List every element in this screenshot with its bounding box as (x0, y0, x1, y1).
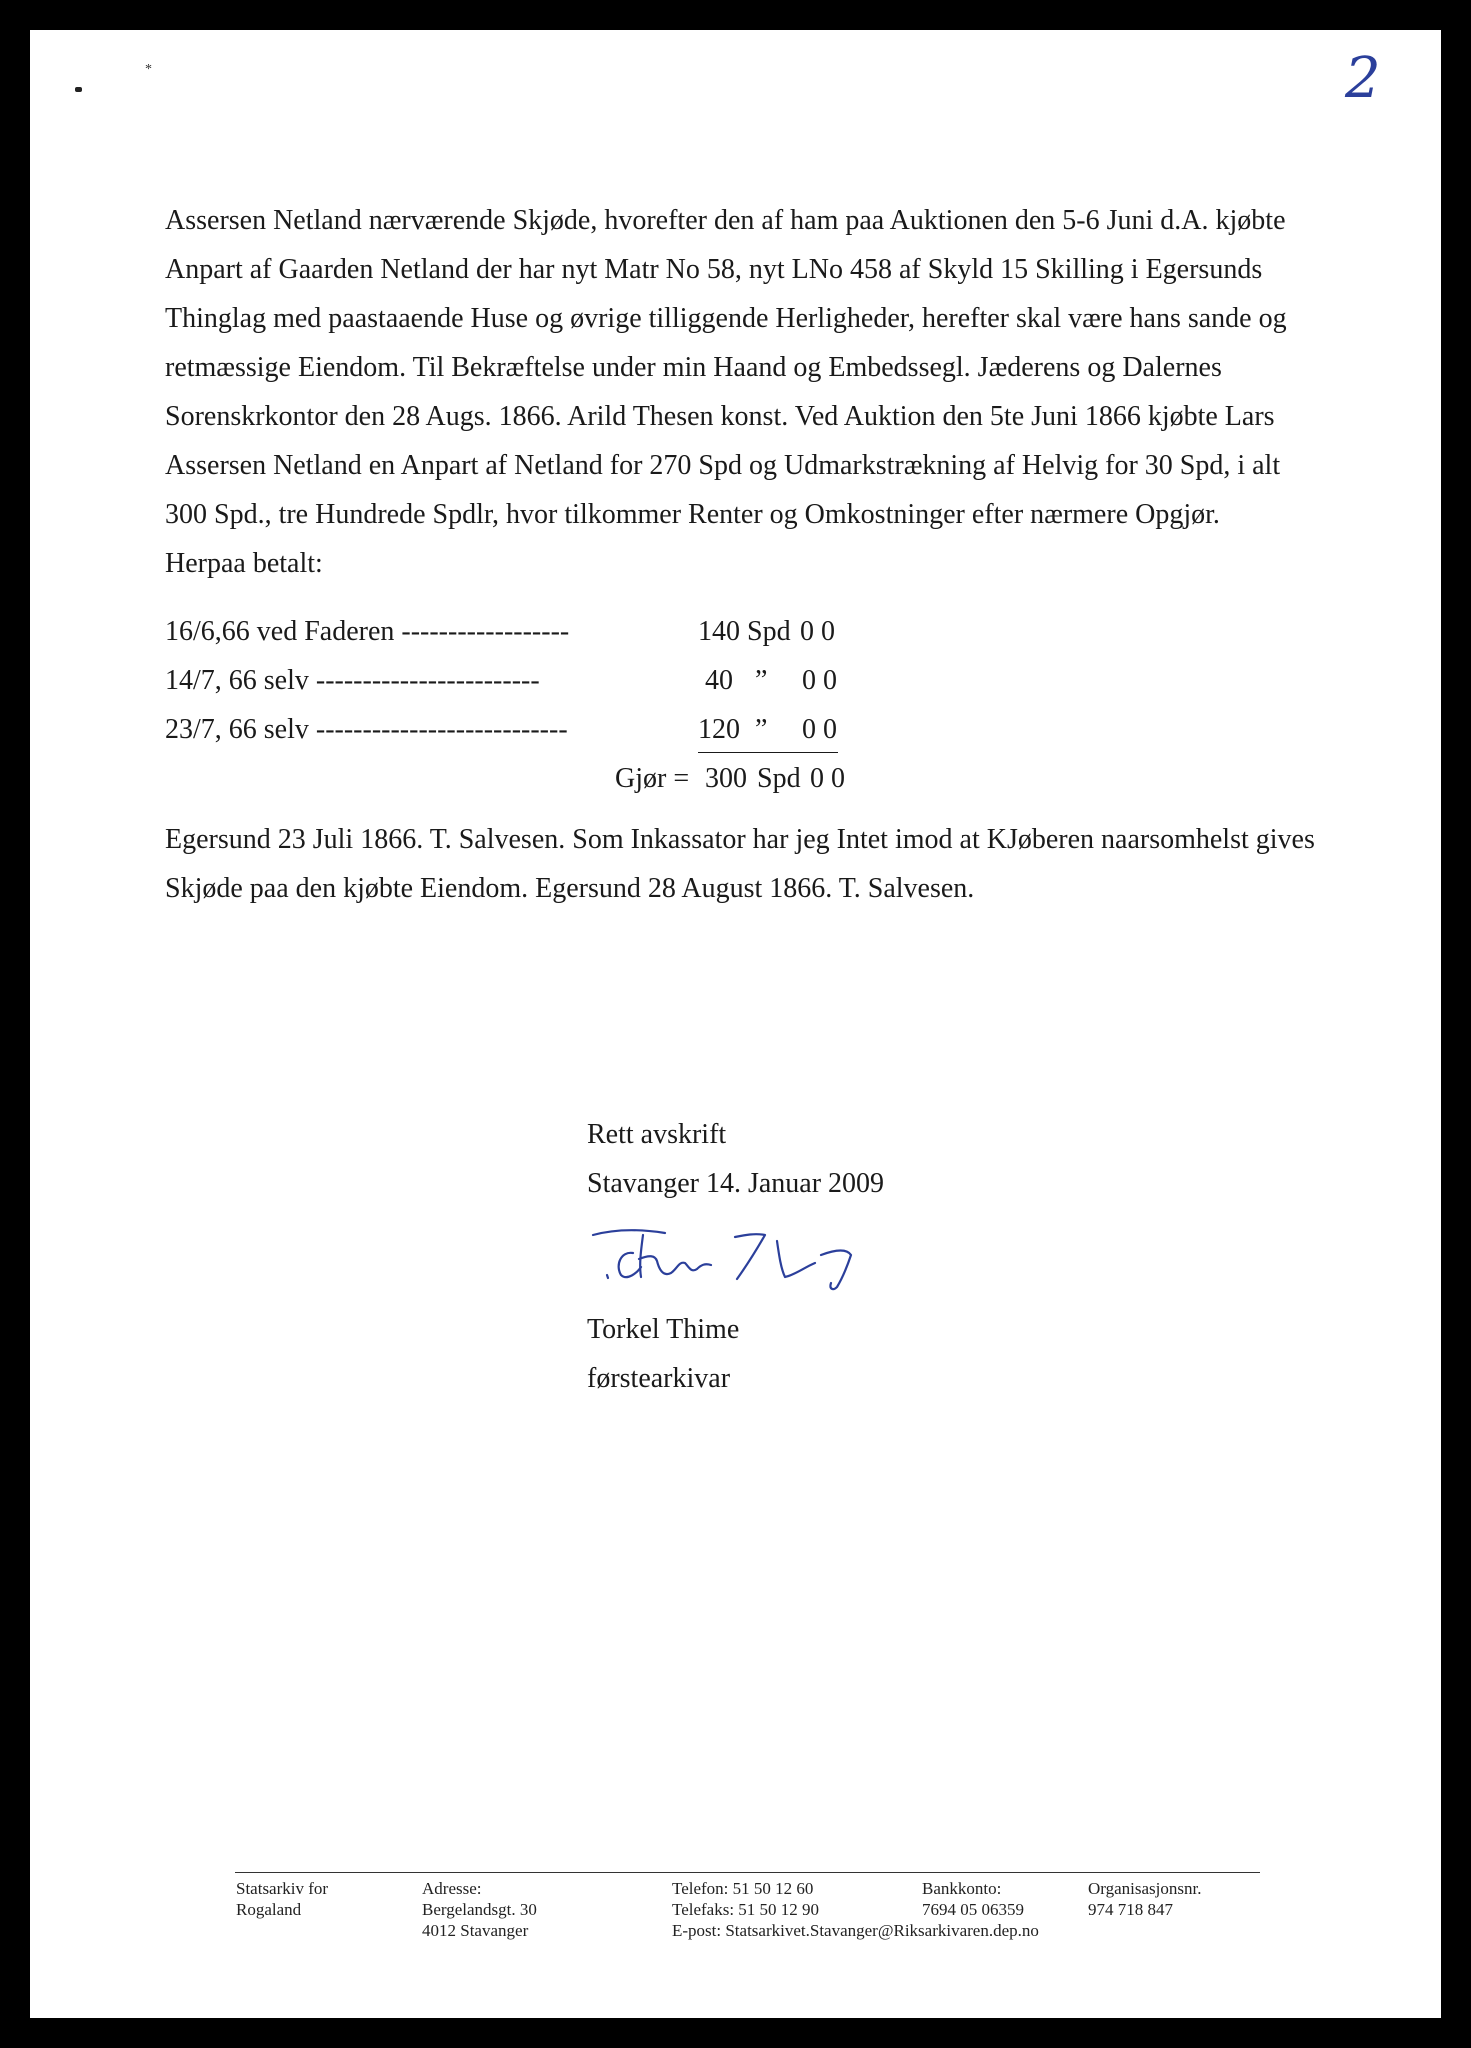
ledger-unit: ” (755, 714, 768, 745)
signer-title: førstearkivar (587, 1363, 731, 1394)
scan-speck: * (145, 62, 152, 77)
ledger-rest: 0 0 (800, 616, 835, 647)
ledger-total-label: Gjør = (615, 763, 690, 794)
closing-paragraph: Egersund 23 Juli 1866. T. Salvesen. Som Inkassator har jeg Intet imod at KJøberen naarsomhelst gives Skjøde paa den kjøbte Eiendom. Egersund 28 August 1866. T. Salvesen. (165, 824, 1315, 904)
footer-address: Adresse: Bergelandsgt. 30 4012 Stavanger (422, 1879, 537, 1940)
document-page (30, 30, 1441, 2018)
ledger-rest: 0 0 (802, 665, 837, 696)
ledger-rest: 0 0 (802, 714, 837, 745)
certification-block (587, 1110, 884, 1208)
footer-divider (235, 1872, 1260, 1873)
footer-institution: Statsarkiv for Rogaland (236, 1879, 329, 1919)
certification-date: Stavanger 14. Januar 2009 (587, 1168, 885, 1199)
scan-speck (75, 87, 82, 92)
certification-line: Rett avskrift (587, 1119, 727, 1150)
ledger-amount: 140 (698, 616, 740, 647)
ledger-label: 14/7, 66 selv ------------------------ (165, 665, 540, 696)
signer-block (587, 1305, 739, 1403)
footer-contact: Telefon: 51 50 12 60 Telefaks: 51 50 12 90 E-post: Statsarkivet.Stavanger@Riksarkivaren.dep.no (672, 1879, 1039, 1940)
ledger-label: 16/6,66 ved Faderen ------------------ (165, 616, 570, 647)
ledger-total-amount: 300 (705, 763, 747, 794)
footer-bank: Bankkonto: 7694 05 06359 (922, 1879, 1024, 1919)
ledger-total-rest: 0 0 (810, 763, 845, 794)
page-number: 2 (1345, 46, 1381, 111)
ledger-label: 23/7, 66 selv --------------------------- (165, 714, 568, 745)
ledger-unit: ” (755, 665, 768, 696)
ledger-amount: 120 (698, 714, 740, 745)
ledger-unit: Spd (747, 616, 791, 647)
footer-org: Organisasjonsnr. 974 718 847 (1088, 1879, 1202, 1919)
handwritten-signature (585, 1215, 885, 1305)
ledger-amount: 40 (705, 665, 733, 696)
signer-name: Torkel Thime (587, 1314, 740, 1345)
ledger-total-unit: Spd (757, 763, 801, 794)
body-paragraph: Assersen Netland nærværende Skjøde, hvorefter den af ham paa Auktionen den 5-6 Juni d.A. kjøbte Anpart af Gaarden Netland der har nyt Matr No 58, nyt LNo 458 af Skyld 15 Skilling i Egersunds Thinglag med paastaaende Huse og øvrige tilliggende Herligheder, herefter skal være hans sande og retmæssige Eiendom. Til Bekræftelse under min Haand og Embedssegl. Jæderens og Dalernes Sorenskrkontor den 28 Augs. 1866. Arild Thesen konst. Ved Auktion den 5te Juni 1866 kjøbte Lars Assersen Netland en Anpart af Netland for 270 Spd og Udmarkstrækning af Helvig for 30 Spd, i alt 300 Spd., tre Hundrede Spdlr, hvor tilkommer Renter og Omkostninger efter nærmere Opgjør. Herpaa betalt: (165, 205, 1287, 579)
